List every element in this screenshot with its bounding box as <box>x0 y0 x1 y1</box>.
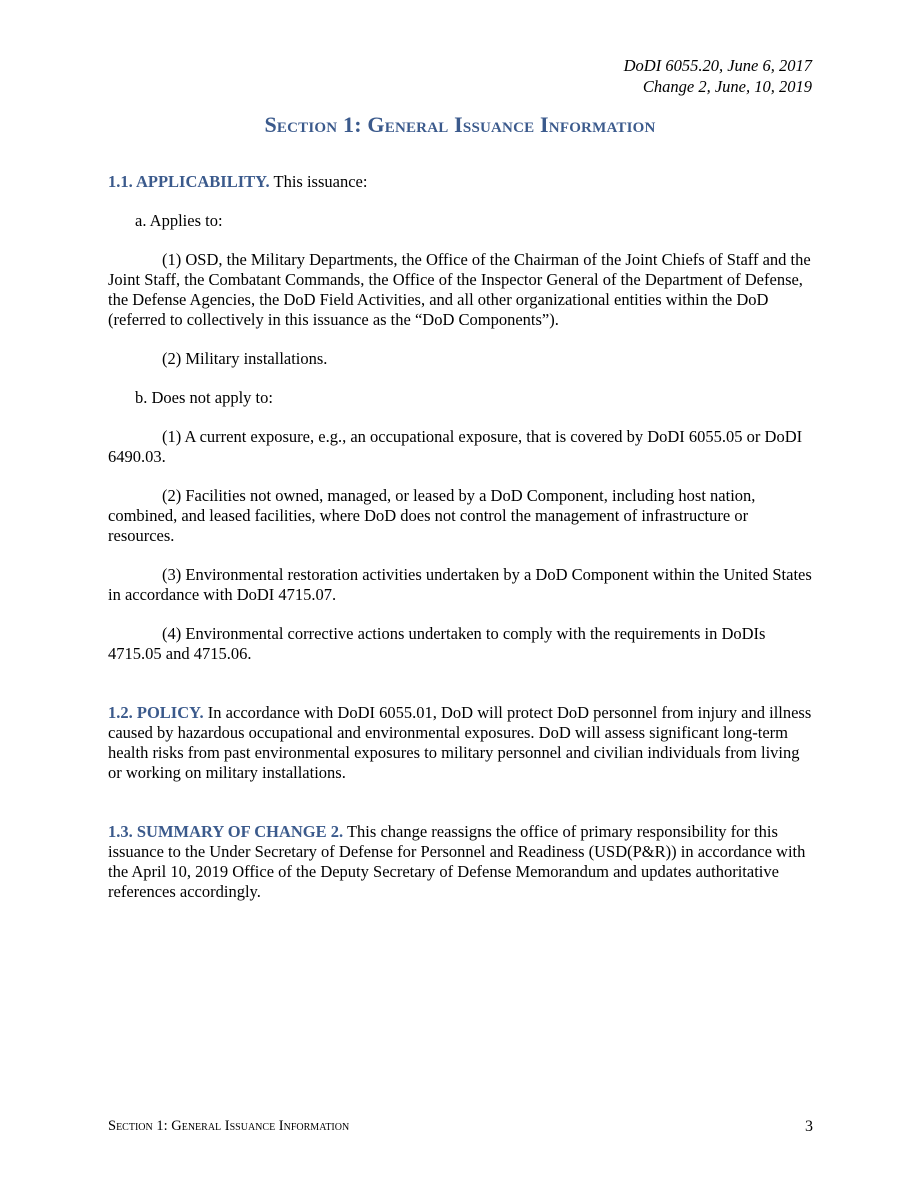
paragraph-1-2 <box>108 703 813 783</box>
heading-applicability: 1.1. APPLICABILITY. <box>108 172 270 191</box>
page-number: 3 <box>805 1118 813 1135</box>
item-b-1: (1) A current exposure, e.g., an occupational exposure, that is covered by DoDI 6055.05 or DoDI 6490.03. <box>108 427 803 466</box>
header-change-date: Change 2, June, 10, 2019 <box>642 77 812 96</box>
header-issuance-date: DoDI 6055.20, June 6, 2017 <box>623 56 812 75</box>
document-footer <box>108 1118 813 1136</box>
heading-policy: 1.2. POLICY. <box>108 703 204 722</box>
policy-text: In accordance with DoDI 6055.01, DoD will protect DoD personnel from injury and illness caused by hazardous occupational and environmental exposures. DoD will assess significant long-term health risks from past environmental exposures to military personnel and civilian individuals from living or working on military installations. <box>108 703 812 782</box>
section-title: Section 1: General Issuance Information <box>264 112 656 137</box>
summary-text: This change reassigns the office of primary responsibility for this issuance to the Under Secretary of Defense for Personnel and Readiness (USD(P&R)) in accordance with the April 10, 2019 Office of the Deputy Secretary of Defense Memorandum and updates authoritative references accordingly. <box>108 822 806 901</box>
item-a-label: a. Applies to: <box>135 211 223 230</box>
item-a-1: (1) OSD, the Military Departments, the Office of the Chairman of the Joint Chiefs of Staff and the Joint Staff, the Combatant Commands, the Office of the Inspector General of the Department of Defense, the Defense Agencies, the DoD Field Activities, and all other organizational entities within the DoD (referred to collectively in this issuance as the “DoD Components”). <box>108 250 811 329</box>
item-b-4: (4) Environmental corrective actions undertaken to comply with the requirements in DoDIs 4715.05 and 4715.06. <box>108 624 766 663</box>
footer-section-name: Section 1: General Issuance Information <box>108 1118 350 1134</box>
document-header <box>624 55 812 97</box>
heading-summary-of-change: 1.3. SUMMARY OF CHANGE 2. <box>108 822 344 841</box>
applicability-text: This issuance: <box>269 172 368 191</box>
item-b-2: (2) Facilities not owned, managed, or leased by a DoD Component, including host nation, combined, and leased facilities, where DoD does not control the management of infrastructure or resources. <box>108 486 756 545</box>
item-b-3: (3) Environmental restoration activities undertaken by a DoD Component within the United States in accordance with DoDI 4715.07. <box>108 565 812 604</box>
paragraph-1-3 <box>108 822 813 902</box>
paragraph-1-1 <box>108 172 813 192</box>
item-b-label: b. Does not apply to: <box>135 388 273 407</box>
document-body <box>108 172 813 921</box>
item-a-2: (2) Military installations. <box>162 349 328 368</box>
